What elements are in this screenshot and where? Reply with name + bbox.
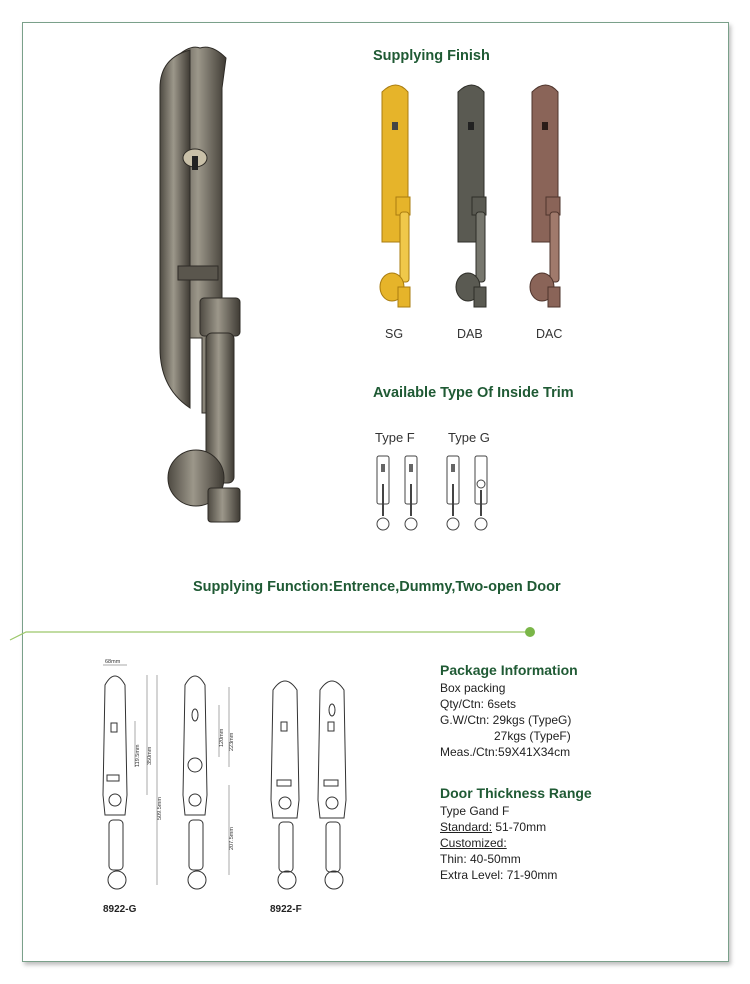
model-code-8922-g: 8922-G bbox=[103, 904, 137, 915]
standard-value: 51-70mm bbox=[492, 820, 547, 834]
dim-119-5mm: 119.5mm bbox=[135, 744, 141, 767]
door-thickness-heading: Door Thickness Range bbox=[440, 785, 592, 801]
section-divider bbox=[10, 625, 540, 645]
package-line-qty: Qty/Ctn: 6sets bbox=[440, 697, 517, 711]
finish-dac-label: DAC bbox=[536, 327, 563, 341]
trim-type-f-drawing bbox=[372, 454, 422, 534]
dim-68mm: 68mm bbox=[105, 659, 121, 665]
dimension-drawing-8922-g bbox=[95, 655, 270, 905]
inside-trim-heading: Available Type Of Inside Trim bbox=[373, 385, 574, 401]
thickness-line-customized bbox=[440, 835, 557, 851]
door-thickness-list bbox=[440, 803, 557, 883]
package-line-meas: Meas./Ctn:59X41X34cm bbox=[440, 745, 571, 759]
finish-sg-image bbox=[378, 82, 414, 312]
thickness-line-thin: Thin: 40-50mm bbox=[440, 852, 521, 866]
package-info-list bbox=[440, 680, 571, 760]
dim-350mm: 350mm bbox=[147, 746, 153, 765]
dim-223mm: 223mm bbox=[229, 732, 235, 751]
trim-type-g-drawing bbox=[442, 454, 492, 534]
model-code-8922-f: 8922-F bbox=[270, 904, 302, 915]
finish-dac-image bbox=[528, 82, 564, 312]
standard-label: Standard: bbox=[440, 820, 493, 834]
main-handleset-image bbox=[150, 48, 250, 548]
customized-label: Customized: bbox=[440, 836, 507, 850]
thickness-line-type: Type Gand F bbox=[440, 804, 510, 818]
finish-dab-image bbox=[454, 82, 490, 312]
supplying-function-heading: Supplying Function:Entrence,Dummy,Two-open Door bbox=[193, 579, 561, 595]
package-line-gw-f: 27kgs (TypeF) bbox=[494, 729, 571, 743]
package-line-gw-g: G.W/Ctn: 29kgs (TypeG) bbox=[440, 713, 572, 727]
dimension-drawing-8922-f bbox=[265, 670, 365, 900]
dim-120mm: 120mm bbox=[219, 728, 225, 747]
supplying-finish-heading: Supplying Finish bbox=[373, 48, 490, 64]
trim-type-g-label: Type G bbox=[448, 430, 490, 445]
package-info-heading: Package Information bbox=[440, 662, 578, 678]
thickness-line-standard bbox=[440, 819, 557, 835]
dim-207-5mm: 207.5mm bbox=[229, 827, 235, 850]
trim-type-f-label: Type F bbox=[375, 430, 415, 445]
thickness-line-extra: Extra Level: 71-90mm bbox=[440, 868, 558, 882]
package-line-box: Box packing bbox=[440, 681, 506, 695]
dim-509-5mm: 509.5mm bbox=[157, 797, 163, 820]
finish-sg-label: SG bbox=[385, 327, 404, 341]
finish-dab-label: DAB bbox=[457, 327, 483, 341]
